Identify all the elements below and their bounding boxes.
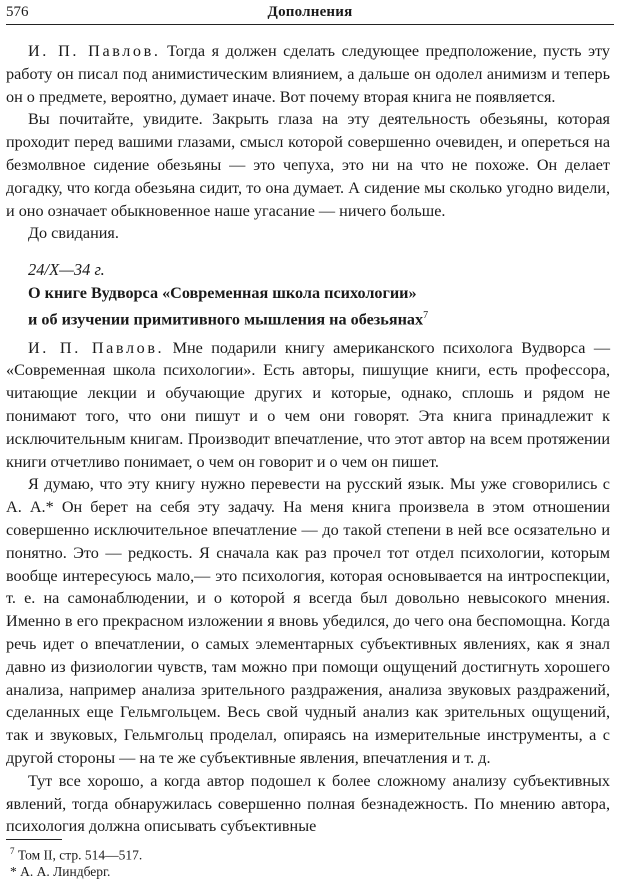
section-paragraph-1 [6,337,610,474]
running-title: Дополнения [267,4,353,20]
section-date: 24/X—34 г. [28,260,105,280]
page-number: 576 [6,4,29,20]
section-paragraph-2-before: Я думаю, что эту книгу нужно перевести на русский язык. Мы уже сговорились с А. А. [6,475,610,517]
intro-paragraph-2: Вы почитайте, увидите. Закрыть глаза на эту деятельность обезьяны, которая проходит перед вашими глазами, смысл которой совершенно очевиден, и опереться на безмолвное сидение обезьяны — это чепуха, это ни на что не похоже. Он делает догадку, что когда обезьяна сидит, то она думает. А сидение мы сколько угодно видели, и оно означает обыкновенное наше угасание — ничего больше. [6,110,610,220]
footnote-text: Том II, стр. 514—517. [17,847,143,863]
footnote-star [10,864,606,880]
page-header [6,4,614,25]
footnote-divider [6,839,62,840]
footnote-reference-star: * [45,498,54,517]
section-paragraph-2 [6,473,610,769]
footnote-mark: 7 [10,846,15,856]
section-paragraph-2-after: Он берет на себя эту задачу. На меня книга произвела в этом отношении совершенно исключительное впечатление — до такой степени в ней все осязательно и понятно. Это — редкость. Я сначала как раз прочел тот отдел психологии, которым вообще интересуюсь мало,— это психология, которая основывается на интроспекции, т. е. на самонаблюдении, и о которой я всегда был довольно невысокого мнения. Именно в его прекрасном изложении я вновь убедился, до чего она беспомощна. Когда речь идет о впечатлении, о самых элементарных субъективных явлениях, как я знал давно из физиологии чувств, там можно при помощи ощущений достигнуть хорошего анализа, например анализа зрительного раздражения, анализа звуковых раздражений, сделанных еще Гельмгольцем. Весь свой чудный анализ как зрительных ощущений, так и звуковых, Гельмгольц проделал, опираясь на измерительные инструменты, а с другой стороны — на те же субъективные явления, впечатления и т. д. [6,498,610,767]
speaker-name: И. П. Павлов. [28,42,161,60]
section-speaker-name: И. П. Павлов. [28,338,165,357]
footnotes [6,843,606,880]
section-title-line-2: и об изучении примитивного мышления на обезьянах [28,310,424,329]
intro-paragraph-3: До свидания. [28,224,119,243]
intro-paragraph-1-text: Тогда я должен сделать следующее предположение, пусть эту работу он писал под анимистическим влиянием, а дальше он одолел анимизм и теперь он о предмете, вероятно, думает иначе. Вот почему вторая книга не появляется. [6,42,610,106]
footnote-mark: * [10,863,17,879]
section-paragraph-1-text: Мне подарили книгу американского психолога Вудворса — «Современная школа психологии». Есть авторы, пишущие книги, есть профессора, читающие лекции и обучающие других и которые, однако, сплошь и рядом не понимают того, что они пишут и о чем они говорят. Эта книга принадлежит к исключительным книгам. Производит впечатление, что этот автор на всем протяжении книги отчетливо понимает, о чем он говорит и о чем он пишет. [6,338,611,471]
page-body [6,40,610,838]
section-title-line-1: О книге Вудворса «Современная школа психологии» [28,284,417,303]
footnote-reference-7: 7 [423,309,429,321]
footnote-text: А. А. Линдберг. [20,863,111,879]
footnote-7 [10,843,606,864]
section-paragraph-3: Тут все хорошо, а когда автор подошел к более сложному анализу субъективных явлений, тогда обнаружилась совершенно полная безнадежность. По мнению автора, психология должна описывать субъективные [6,771,610,836]
section-title [28,283,610,330]
intro-paragraph-1 [6,40,610,108]
